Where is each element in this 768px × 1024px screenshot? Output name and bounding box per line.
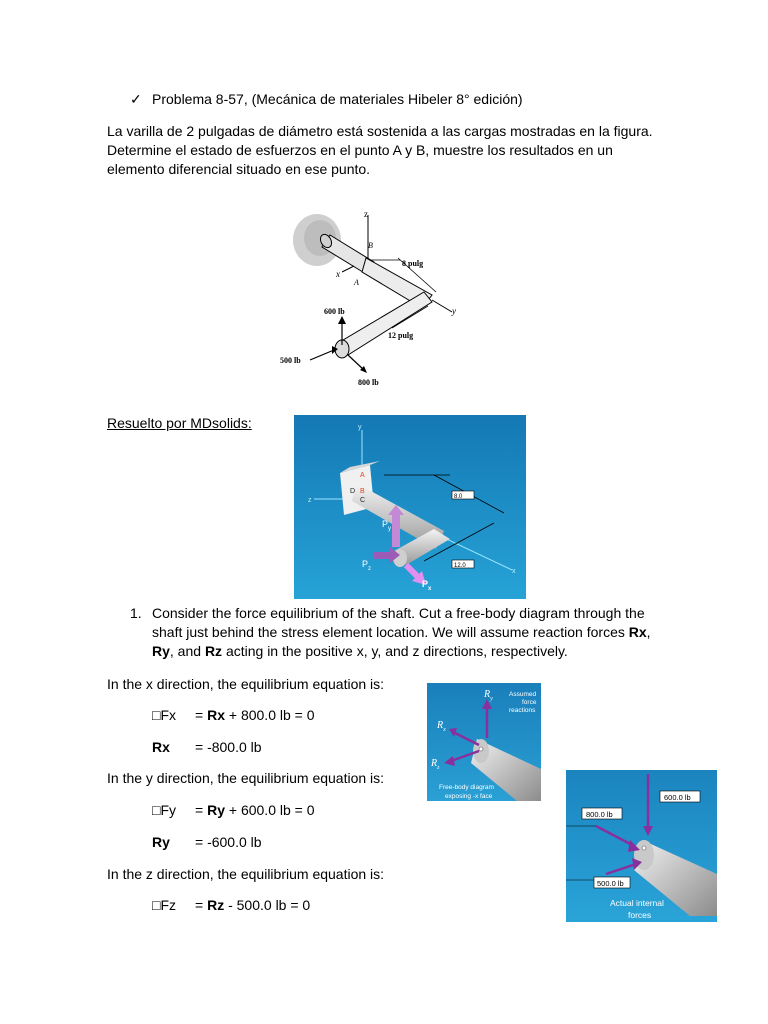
- sum-fx-equation: = Rx + 800.0 lb = 0: [195, 707, 315, 723]
- step-1-line-2: shaft just behind the stress element location. We will assume reaction forces Rx,: [152, 624, 651, 640]
- intro-line-2: Determine el estado de esfuerzos en el punto A y B, muestre los resultados en un: [107, 142, 613, 158]
- axis-z-label: z: [364, 209, 368, 219]
- force-600-box: 600.0 lb: [664, 793, 691, 802]
- rz-reaction-label: $R_z$: [431, 758, 440, 771]
- force-px-label: $P_x$: [422, 579, 432, 592]
- assumed-text-1: Assumed: [509, 691, 537, 698]
- force-py-label: $P_y$: [382, 519, 392, 532]
- point-c-label: C: [360, 497, 366, 504]
- rx-label: Rx: [152, 739, 170, 755]
- dimension-12-label: 12 pulg: [388, 331, 414, 340]
- internal-forces-figure: [566, 770, 717, 922]
- force-800-box: 800.0 lb: [586, 810, 613, 819]
- x-direction-intro: In the x direction, the equilibrium equation is:: [107, 676, 385, 692]
- point-b-label: B: [360, 488, 365, 495]
- point-b-label: B: [368, 241, 373, 250]
- axis-z-label: z: [308, 497, 312, 504]
- mdsolids-figure: [294, 415, 526, 599]
- check-mark-icon: ✓: [130, 91, 142, 107]
- ry-label: Ry: [152, 834, 170, 850]
- assumed-reactions-figure: [427, 683, 541, 801]
- rx-value: = -800.0 lb: [195, 739, 262, 755]
- solved-by-label: Resuelto por MDsolids:: [107, 415, 252, 431]
- dimension-8-label: 8 pulg: [402, 259, 424, 268]
- dimension-box-2: 12.0: [454, 563, 466, 569]
- assumed-text-3: reactions: [509, 707, 536, 714]
- textbook-figure: [272, 200, 468, 396]
- ry-value: = -600.0 lb: [195, 834, 262, 850]
- axis-y-label: y: [358, 424, 362, 431]
- ry-reaction-label: $R_y$: [484, 689, 493, 702]
- load-600-label: 600 lb: [324, 307, 345, 316]
- axis-y-label: y: [452, 306, 456, 316]
- force-500-box: 500.0 lb: [597, 879, 624, 888]
- fbd-caption-1: Free-body diagram: [439, 784, 494, 791]
- assumed-text-2: force: [522, 699, 537, 706]
- sum-fx-symbol: □Fx: [152, 707, 177, 723]
- internal-caption-2: forces: [628, 910, 652, 920]
- sum-fz-symbol: □Fz: [152, 897, 177, 913]
- step-number: 1.: [130, 605, 142, 621]
- load-800-label: 800 lb: [358, 378, 379, 387]
- sum-fz-equation: = Rz - 500.0 lb = 0: [195, 897, 311, 913]
- problem-title: Problema 8-57, (Mecánica de materiales Hibeler 8° edición): [152, 91, 523, 107]
- point-a-label: A: [360, 472, 365, 479]
- fbd-caption-2: exposing -x face: [445, 793, 493, 800]
- load-500-label: 500 lb: [280, 356, 301, 365]
- axis-x-label: x: [336, 269, 340, 279]
- intro-line-1: La varilla de 2 pulgadas de diámetro está sostenida a las cargas mostradas en la figura.: [107, 123, 653, 139]
- axis-x-label: x: [512, 568, 516, 575]
- intro-line-3: elemento diferencial situado en ese punto.: [107, 161, 371, 177]
- y-direction-intro: In the y direction, the equilibrium equation is:: [107, 770, 385, 786]
- step-1-line-1: Consider the force equilibrium of the shaft. Cut a free-body diagram through the: [152, 605, 645, 621]
- point-d-label: D: [350, 488, 356, 495]
- rx-reaction-label: $R_x$: [437, 720, 446, 733]
- dimension-box-1: 8.0: [454, 494, 463, 500]
- point-a-label: A: [354, 278, 359, 287]
- z-direction-intro: In the z direction, the equilibrium equation is:: [107, 866, 385, 882]
- sum-fy-symbol: □Fy: [152, 802, 177, 818]
- force-pz-label: $P_z$: [362, 559, 372, 572]
- step-1-line-3: Ry, and Rz acting in the positive x, y, and z directions, respectively.: [152, 643, 568, 659]
- internal-caption-1: Actual internal: [610, 898, 664, 908]
- sum-fy-equation: = Ry + 600.0 lb = 0: [195, 802, 315, 818]
